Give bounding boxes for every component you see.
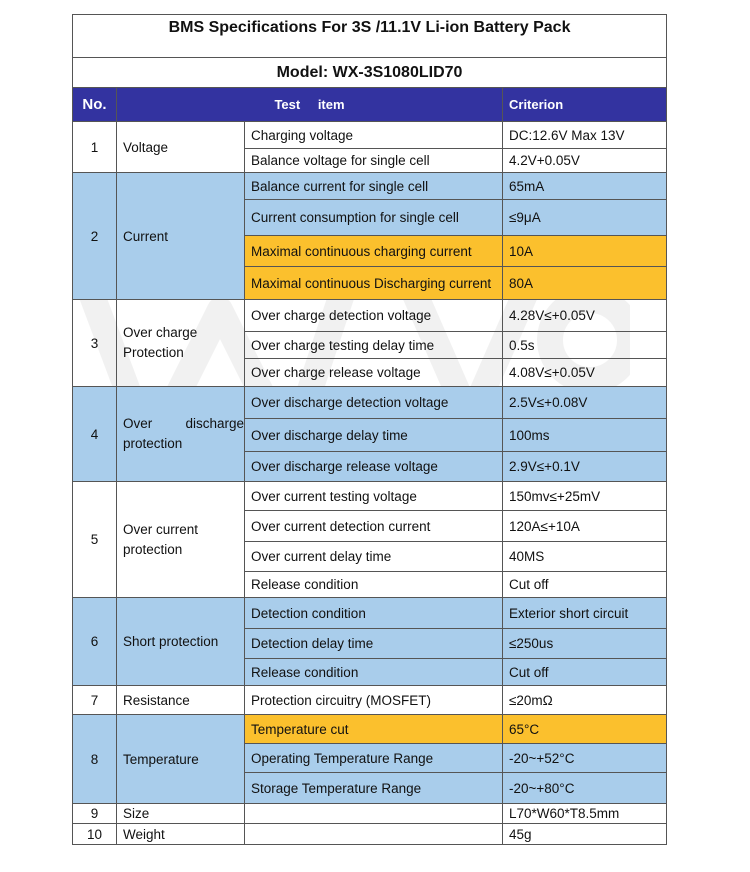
criterion-cell: 150mv≤+25mV [503,482,667,511]
test-item-cell: Over current delay time [245,542,503,572]
section-number: 6 [73,598,117,686]
criterion-cell: 0.5s [503,332,667,359]
test-item-cell: Balance voltage for single cell [245,149,503,173]
table-row [73,804,667,824]
test-item-cell: Release condition [245,659,503,686]
table-row [73,122,667,149]
test-item-cell: Detection condition [245,598,503,629]
criterion-cell: 4.2V+0.05V [503,149,667,173]
criterion-cell: Cut off [503,659,667,686]
test-item-cell: Detection delay time [245,629,503,659]
bms-spec-table [72,14,667,845]
test-item-cell: Temperature cut [245,715,503,744]
criterion-cell: 65mA [503,173,667,200]
section-number: 1 [73,122,117,173]
table-row [73,686,667,715]
test-item-cell: Maximal continuous Discharging current [245,267,503,300]
section-number: 9 [73,804,117,824]
section-number: 2 [73,173,117,300]
criterion-cell: Cut off [503,572,667,598]
table-title: BMS Specifications For 3S /11.1V Li-ion Battery Pack [73,15,667,58]
test-item-cell: Over charge detection voltage [245,300,503,332]
section-number: 4 [73,387,117,482]
section-name: Over discharge protection [117,387,245,482]
header-test-item: Test item [117,88,503,122]
test-item-cell: Protection circuitry (MOSFET) [245,686,503,715]
test-item-cell: Charging voltage [245,122,503,149]
empty-cell [245,824,503,845]
test-item-cell: Over discharge release voltage [245,452,503,482]
test-item-cell: Over charge release voltage [245,359,503,387]
table-row [73,387,667,419]
test-item-cell: Over current testing voltage [245,482,503,511]
criterion-cell: 10A [503,236,667,267]
criterion-cell: 4.28V≤+0.05V [503,300,667,332]
test-item-cell: Current consumption for single cell [245,200,503,236]
criterion-cell: -20~+52°C [503,744,667,773]
criterion-cell: Exterior short circuit [503,598,667,629]
table-row [73,300,667,332]
section-name: Over charge Protection [117,300,245,387]
section-name: Over current protection [117,482,245,598]
test-item-cell: Storage Temperature Range [245,773,503,804]
section-name: Current [117,173,245,300]
test-item-cell: Balance current for single cell [245,173,503,200]
test-item-cell: Release condition [245,572,503,598]
test-item-cell: Over current detection current [245,511,503,542]
section-number: 10 [73,824,117,845]
test-item-cell: Over charge testing delay time [245,332,503,359]
table-row [73,482,667,511]
test-item-cell: Over discharge delay time [245,419,503,452]
section-number: 5 [73,482,117,598]
criterion-cell: ≤20mΩ [503,686,667,715]
title-row [73,15,667,58]
header-no: No. [73,88,117,122]
criterion-cell: 2.9V≤+0.1V [503,452,667,482]
header-criterion: Criterion [503,88,667,122]
criterion-cell: DC:12.6V Max 13V [503,122,667,149]
section-name: Voltage [117,122,245,173]
criterion-cell: 45g [503,824,667,845]
criterion-cell: 4.08V≤+0.05V [503,359,667,387]
section-number: 8 [73,715,117,804]
table-row [73,715,667,744]
criterion-cell: 80A [503,267,667,300]
criterion-cell: -20~+80°C [503,773,667,804]
table-row [73,598,667,629]
criterion-cell: ≤250us [503,629,667,659]
test-item-cell: Over discharge detection voltage [245,387,503,419]
section-number: 3 [73,300,117,387]
section-name: Temperature [117,715,245,804]
criterion-cell: 120A≤+10A [503,511,667,542]
criterion-cell: 65°C [503,715,667,744]
header-row [73,88,667,122]
section-name: Short protection [117,598,245,686]
empty-cell [245,804,503,824]
criterion-cell: 100ms [503,419,667,452]
criterion-cell: L70*W60*T8.5mm [503,804,667,824]
test-item-cell: Operating Temperature Range [245,744,503,773]
section-name: Resistance [117,686,245,715]
criterion-cell: 40MS [503,542,667,572]
test-item-cell: Maximal continuous charging current [245,236,503,267]
criterion-cell: ≤9μA [503,200,667,236]
section-number: 7 [73,686,117,715]
model-number: Model: WX-3S1080LID70 [73,58,667,88]
criterion-cell: 2.5V≤+0.08V [503,387,667,419]
section-name: Size [117,804,245,824]
section-name: Weight [117,824,245,845]
model-row [73,58,667,88]
table-row [73,824,667,845]
table-row [73,173,667,200]
